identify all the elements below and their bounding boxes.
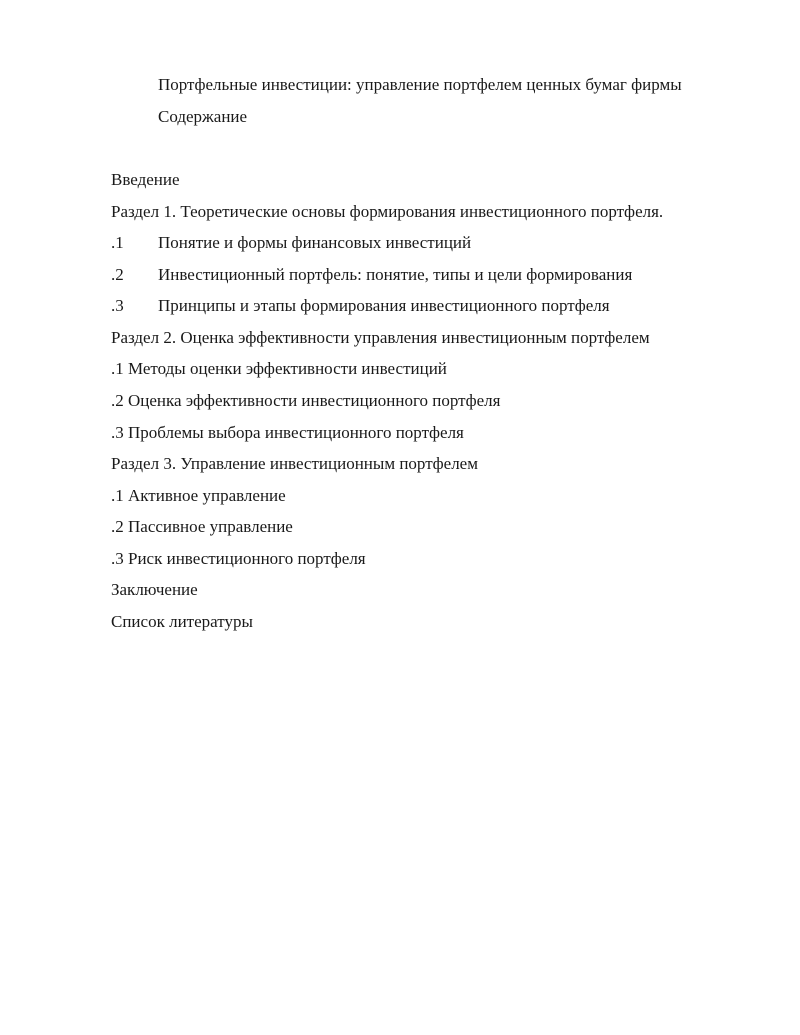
toc-item-section-1: Раздел 1. Теоретические основы формирования инвестиционного портфеля. (111, 202, 664, 221)
toc-item-section-2: Раздел 2. Оценка эффективности управления инвестиционным портфелем (111, 328, 650, 347)
toc-item-2-3: .3 Проблемы выбора инвестиционного портфеля (111, 423, 464, 442)
toc-item-1-3-text: Принципы и этапы формирования инвестиционного портфеля (158, 296, 610, 315)
toc-item-references: Список литературы (111, 612, 253, 631)
toc-item-1-2-text: Инвестиционный портфель: понятие, типы и цели формирования (158, 265, 633, 284)
toc-item-1-3-number: .3 (111, 296, 124, 315)
toc-item-2-1: .1 Методы оценки эффективности инвестиций (111, 359, 447, 378)
contents-heading: Содержание (158, 107, 248, 126)
document-title: Портфельные инвестиции: управление портфелем ценных бумаг фирмы (158, 75, 682, 94)
toc-item-1-1-text: Понятие и формы финансовых инвестиций (158, 233, 472, 252)
toc-item-3-1: .1 Активное управление (111, 486, 286, 505)
toc-item-1-2-number: .2 (111, 265, 124, 284)
toc-item-2-2: .2 Оценка эффективности инвестиционного портфеля (111, 391, 501, 410)
toc-item-conclusion: Заключение (111, 580, 198, 599)
toc-item-1-1-number: .1 (111, 233, 124, 252)
toc-item-3-3: .3 Риск инвестиционного портфеля (111, 549, 366, 568)
toc-item-3-2: .2 Пассивное управление (111, 517, 293, 536)
toc-item-intro: Введение (111, 170, 180, 189)
toc-item-section-3: Раздел 3. Управление инвестиционным портфелем (111, 454, 478, 473)
